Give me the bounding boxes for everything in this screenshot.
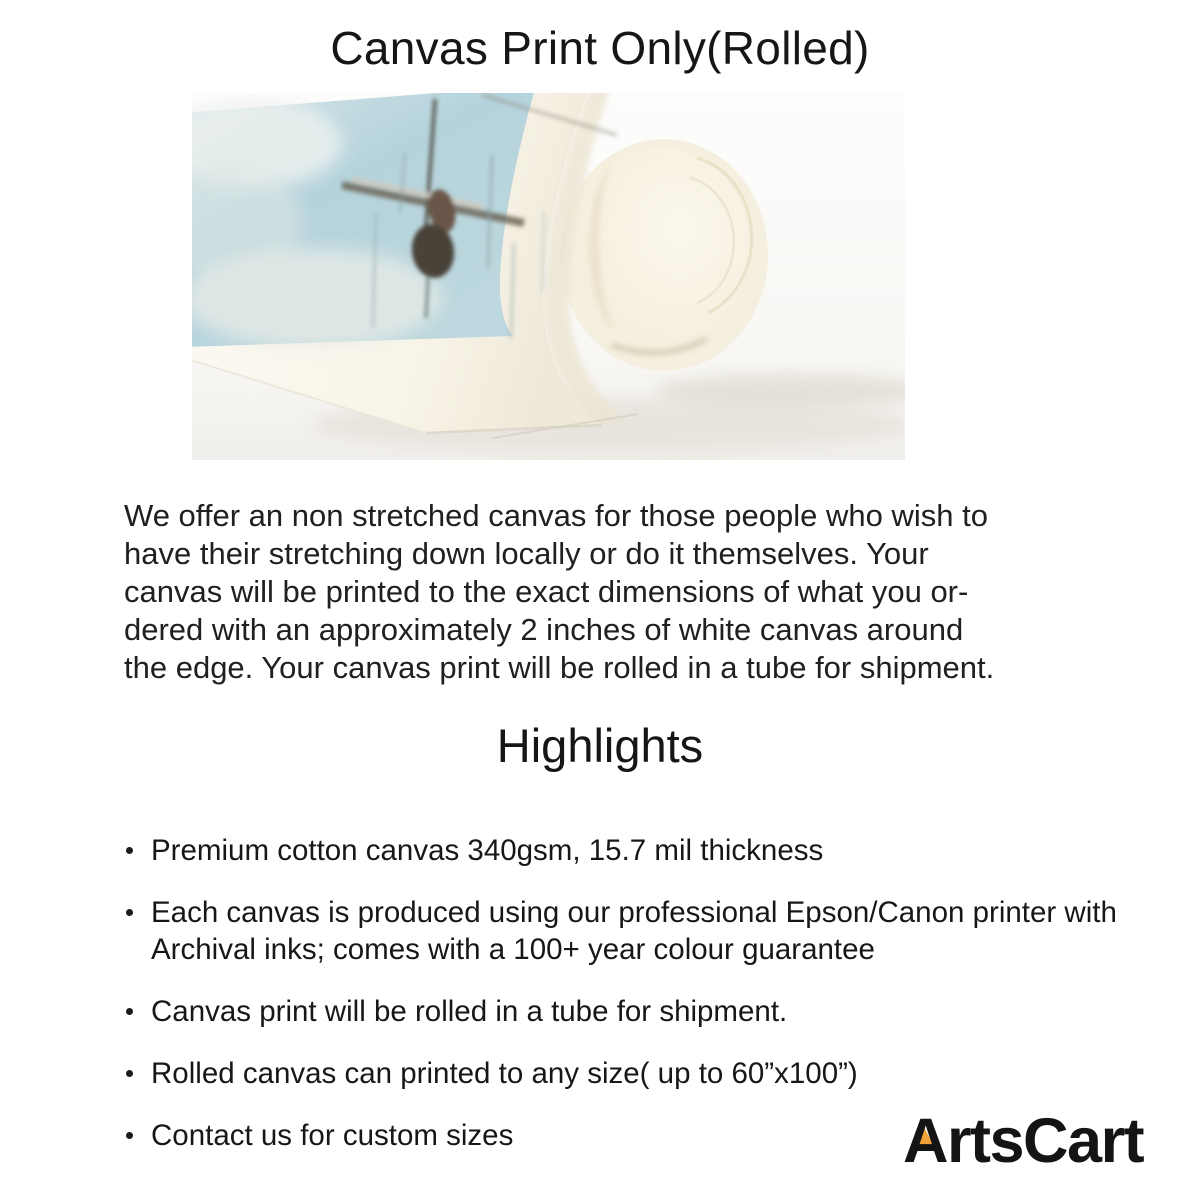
list-item [124, 1055, 1154, 1092]
highlight-text: Canvas print will be rolled in a tube for shipment. [151, 995, 788, 1028]
description-paragraph [124, 497, 1114, 687]
description-line: the edge. Your canvas print will be rolled in a tube for shipment. [124, 650, 995, 685]
rolled-canvas-illustration [192, 93, 905, 460]
highlight-text: Rolled canvas can printed to any size( up to 60”x100”) [151, 1057, 858, 1090]
bullet-dot-icon [126, 1132, 133, 1139]
canvas-roll [560, 139, 768, 371]
description-line: We offer an non stretched canvas for those people who wish to [124, 498, 988, 533]
bullet-dot-icon [126, 1008, 133, 1015]
highlights-heading: Highlights [496, 719, 704, 772]
description-line: canvas will be printed to the exact dimensions of what you or- [124, 574, 969, 609]
list-item [124, 894, 1154, 968]
page-title: Canvas Print Only(Rolled) [330, 22, 870, 74]
bullet-dot-icon [126, 847, 133, 854]
bullet-dot-icon [126, 1070, 133, 1077]
description-line: dered with an approximately 2 inches of white canvas around [124, 612, 964, 647]
highlight-text: Each canvas is produced using our professional Epson/Canon printer with Archival inks; comes with a 100+ year colour guarantee [151, 896, 1117, 966]
description-line: have their stretching down locally or do it themselves. Your [124, 536, 929, 571]
list-item [124, 993, 1154, 1030]
highlight-text: Premium cotton canvas 340gsm, 15.7 mil thickness [151, 834, 824, 867]
bullet-dot-icon [126, 909, 133, 916]
list-item [124, 832, 1154, 869]
product-photo [192, 93, 905, 460]
highlight-text: Contact us for custom sizes [151, 1119, 514, 1152]
logo-text: rtsCart [947, 1106, 1144, 1176]
logo-letter-a: A [903, 1106, 947, 1176]
brand-logo [903, 1106, 1144, 1176]
